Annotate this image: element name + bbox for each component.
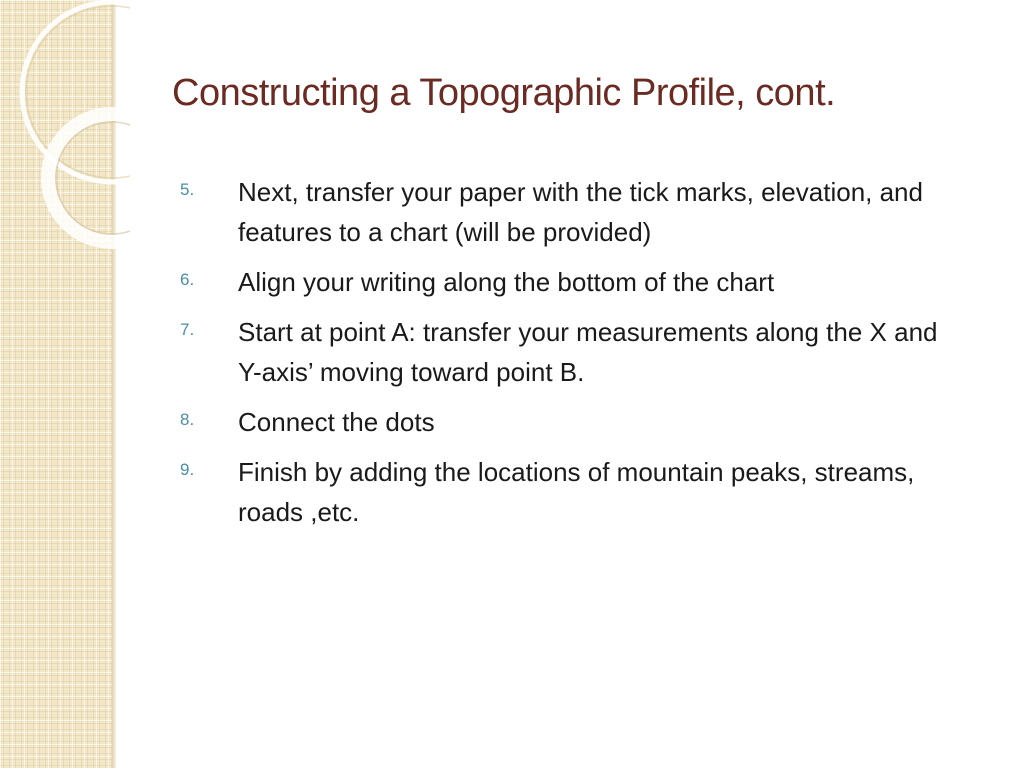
list-item bbox=[180, 262, 980, 302]
list-item bbox=[180, 402, 980, 442]
step-list bbox=[180, 172, 980, 542]
list-item bbox=[180, 312, 980, 392]
slide-title: Constructing a Topographic Profile, cont. bbox=[172, 72, 836, 114]
ring-large-shadow bbox=[26, 6, 130, 178]
ring-large bbox=[22, 2, 130, 182]
item-text: Start at point A: transfer your measurements along the X and Y-axis’ moving toward point B. bbox=[238, 317, 938, 387]
item-number: 5. bbox=[180, 180, 195, 199]
item-text: Finish by adding the locations of mountain peaks, streams, roads ,etc. bbox=[238, 457, 915, 527]
item-number: 8. bbox=[180, 410, 195, 429]
item-number: 6. bbox=[180, 270, 195, 289]
item-number: 9. bbox=[180, 460, 195, 479]
decorative-rings bbox=[0, 0, 130, 260]
item-number: 7. bbox=[180, 320, 195, 339]
list-item bbox=[180, 172, 980, 252]
item-text: Align your writing along the bottom of the chart bbox=[238, 267, 775, 297]
item-text: Next, transfer your paper with the tick marks, elevation, and features to a chart (will be provided) bbox=[238, 177, 923, 247]
item-text: Connect the dots bbox=[238, 407, 435, 437]
list-item bbox=[180, 452, 980, 532]
